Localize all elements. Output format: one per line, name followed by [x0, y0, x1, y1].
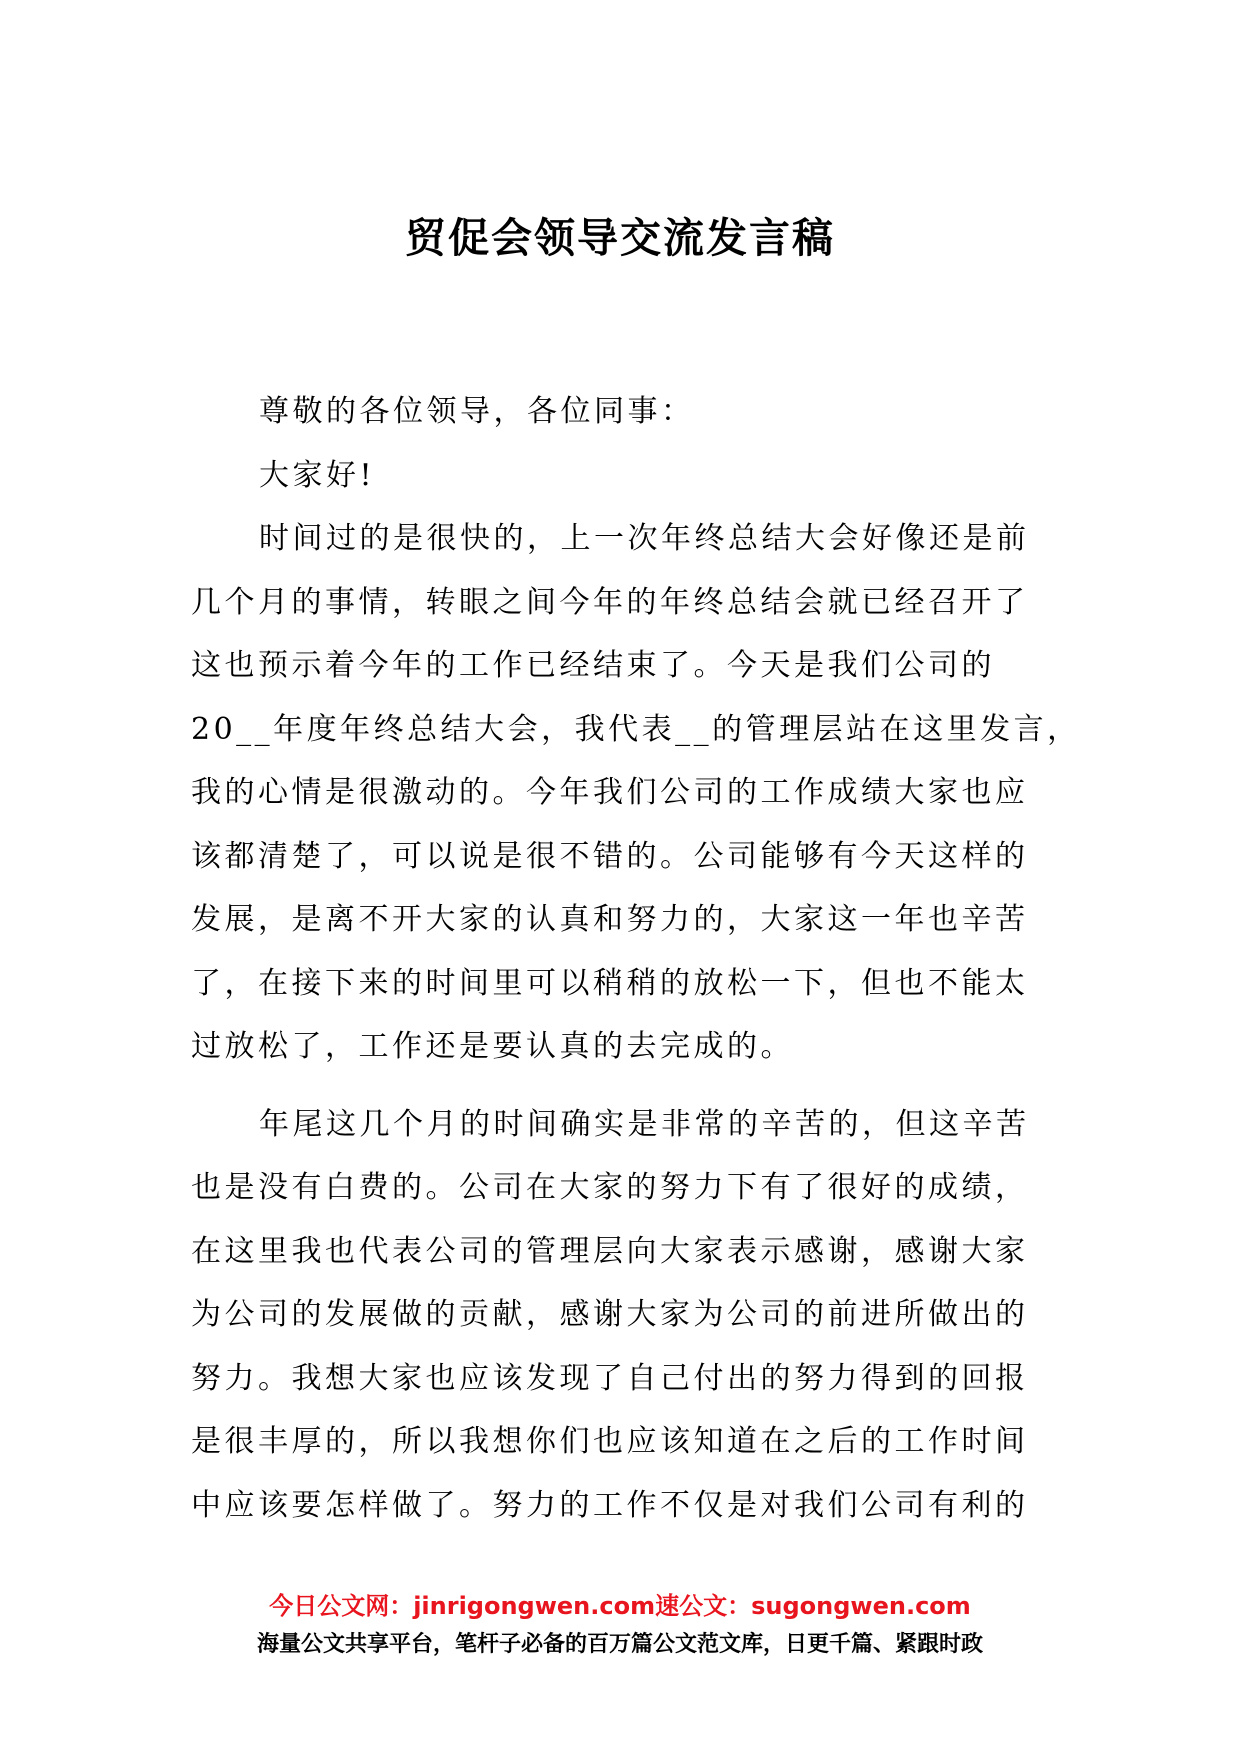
paragraph-1-line-8: 了，在接下来的时间里可以稍稍的放松一下，但也不能太 [191, 965, 1029, 1001]
paragraph-2-line-3: 在这里我也代表公司的管理层向大家表示感谢，感谢大家 [191, 1233, 1029, 1269]
salutation-line: 尊敬的各位领导，各位同事： [259, 394, 695, 429]
paragraph-2-line-6: 是很丰厚的，所以我想你们也应该知道在之后的工作时间 [191, 1424, 1029, 1459]
document-title: 贸促会领导交流发言稿 [405, 214, 835, 262]
paragraph-1-line-5: 我的心情是很激动的。今年我们公司的工作成绩大家也应 [191, 775, 1029, 810]
paragraph-1-line-1: 时间过的是很快的，上一次年终总结大会好像还是前 [259, 521, 1030, 556]
paragraph-1-line-6: 该都清楚了，可以说是很不错的。公司能够有今天这样的 [191, 838, 1029, 874]
footer-banner [0, 1588, 1240, 1664]
paragraph-2-line-7: 中应该要怎样做了。努力的工作不仅是对我们公司有利的 [191, 1487, 1029, 1523]
paragraph-2-line-1: 年尾这几个月的时间确实是非常的辛苦的，但这辛苦 [259, 1106, 1030, 1142]
paragraph-1-line-4: 20__年度年终总结大会，我代表__的管理层站在这里发言， [191, 711, 1081, 747]
greeting-line: 大家好! [259, 457, 376, 493]
paragraph-1-line-7: 发展，是离不开大家的认真和努力的，大家这一年也辛苦 [191, 902, 1029, 937]
paragraph-1-line-2: 几个月的事情，转眼之间今年的年终总结会就已经召开了 [191, 584, 1029, 620]
paragraph-2-line-4: 为公司的发展做的贡献，感谢大家为公司的前进所做出的 [191, 1297, 1029, 1332]
paragraph-1-line-9: 过放松了，工作还是要认真的去完成的。 [191, 1029, 794, 1064]
footer-website-line[interactable]: 今日公文网：jinrigongwen.com速公文：sugongwen.com [269, 1592, 971, 1620]
document-body [191, 380, 1081, 1537]
footer-tagline: 海量公文共享平台，笔杆子必备的百万篇公文范文库，日更千篇、紧跟时政 [256, 1632, 983, 1657]
paragraph-1-line-3: 这也预示着今年的工作已经结束了。今天是我们公司的 [191, 648, 995, 683]
paragraph-2-line-5: 努力。我想大家也应该发现了自己付出的努力得到的回报 [191, 1360, 1029, 1396]
paragraph-2-line-2: 也是没有白费的。公司在大家的努力下有了很好的成绩， [191, 1170, 1029, 1205]
